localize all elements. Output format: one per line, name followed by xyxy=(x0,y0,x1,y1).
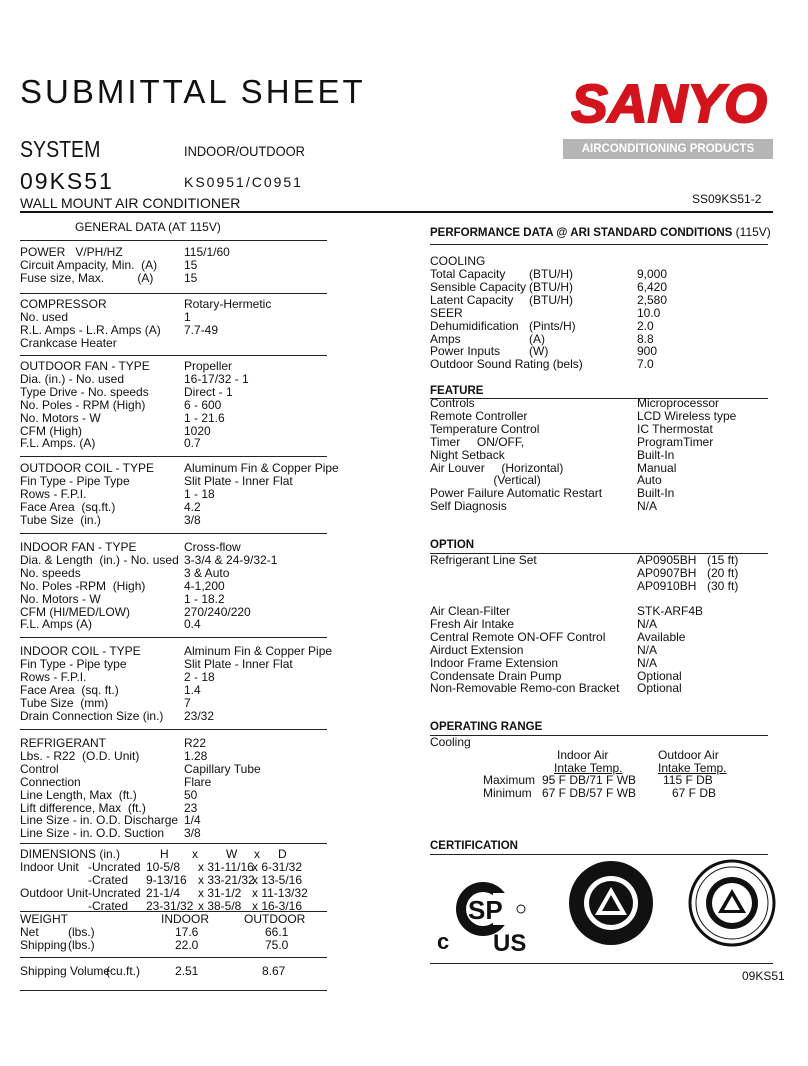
option-row-label: Central Remote ON-OFF Control xyxy=(430,629,606,644)
cooling-unit: (BTU/H) xyxy=(529,267,573,281)
brand-tagline: AIRCONDITIONING PRODUCTS xyxy=(563,139,773,159)
ari-seal-logo xyxy=(567,859,655,947)
indoor-coil-row-label: Tube Size (mm) xyxy=(20,695,109,710)
header-rule xyxy=(20,211,773,213)
weight-header-cell: INDOOR xyxy=(161,912,209,926)
power-row-label: Fuse size, Max. (A) xyxy=(20,270,154,285)
outdoor-fan-row-value: 0.7 xyxy=(184,436,201,451)
compressor-row-label: COMPRESSOR xyxy=(20,297,107,311)
model-units: KS0951/C0951 xyxy=(184,174,303,190)
feature-row-value: Auto xyxy=(637,473,662,488)
outdoor-coil-row-label: Fin Type - Pipe Type xyxy=(20,473,130,488)
line-set-length: (30 ft) xyxy=(707,578,739,593)
indoor-fan-row-value: 3 & Auto xyxy=(184,565,230,580)
outdoor-coil-row-value: Aluminum Fin & Copper Pipe xyxy=(184,461,339,475)
cooling-label: Amps xyxy=(430,331,461,346)
divider xyxy=(20,957,327,958)
refrigerant-row-value: 1/4 xyxy=(184,813,201,828)
indoor-coil-row-value: 1.4 xyxy=(184,682,201,697)
dimensions-cell: x 31-11/16 xyxy=(198,860,254,874)
outdoor-air-header-2: Intake Temp. xyxy=(658,761,727,775)
refrigerant-row-value: 1.28 xyxy=(184,748,208,763)
feature-row-value: Manual xyxy=(637,460,677,475)
divider xyxy=(430,963,773,964)
performance-title-text: PERFORMANCE DATA @ ARI STANDARD CONDITIONS xyxy=(430,227,733,239)
outdoor-fan-row-label: Type Drive - No. speeds xyxy=(20,384,149,399)
indoor-fan-row-value: 4-1,200 xyxy=(184,578,225,593)
dimensions-cell: x 31-1/2 xyxy=(198,885,242,900)
operating-range-title: OPERATING RANGE xyxy=(430,721,543,733)
outdoor-coil-row-value: 3/8 xyxy=(184,512,201,527)
compressor-row-value: Rotary-Hermetic xyxy=(184,297,272,311)
operating-outdoor: 115 F DB xyxy=(663,773,713,787)
outdoor-fan-row-value: Propeller xyxy=(184,359,233,373)
indoor-fan-row-label: No. Motors - W xyxy=(20,591,101,606)
divider xyxy=(430,854,768,855)
dimensions-cell: x 13-5/16 xyxy=(252,872,303,887)
shipping-volume-cell: 2.51 xyxy=(175,964,199,978)
option-row-label: Non-Removable Remo-con Bracket xyxy=(430,681,620,696)
indoor-fan-row-value: 3-3/4 & 24-9/32-1 xyxy=(184,552,278,567)
outdoor-coil-row-value: 4.2 xyxy=(184,499,201,514)
dimensions-cell: -Uncrated xyxy=(88,860,141,874)
cooling-value: 2,580 xyxy=(637,292,668,307)
cooling-label: SEER xyxy=(430,305,463,320)
general-data-title: GENERAL DATA (AT 115V) xyxy=(75,220,221,234)
indoor-fan-row-value: 0.4 xyxy=(184,617,201,632)
weight-cell: Net xyxy=(20,925,39,939)
model-number: 09KS51 xyxy=(20,168,114,194)
outdoor-coil-row-label: Tube Size (in.) xyxy=(20,512,101,527)
dimensions-cell: 21-1/4 xyxy=(146,885,181,900)
cooling-value: 7.0 xyxy=(637,357,654,372)
indoor-fan-row-label: Dia. & Length (in.) - No. used xyxy=(20,552,179,567)
dimensions-header-cell: DIMENSIONS (in.) xyxy=(20,847,121,861)
feature-row-label: Night Setback xyxy=(430,447,505,462)
compressor-row-label: R.L. Amps - L.R. Amps (A) xyxy=(20,322,161,337)
performance-title-suffix: (115V) xyxy=(735,225,771,239)
cooling-label: Power Inputs xyxy=(430,344,501,359)
outdoor-fan-row-value: 6 - 600 xyxy=(184,397,222,412)
feature-row-label: Air Louver (Horizontal) xyxy=(430,460,564,475)
option-row-label: Air Clean-Filter xyxy=(430,604,511,618)
svg-text:SP: SP xyxy=(468,895,503,925)
operating-indoor: 95 F DB/71 F WB xyxy=(542,773,637,787)
system-label: SYSTEM xyxy=(20,136,101,162)
dimensions-header-cell: x xyxy=(192,847,198,861)
weight-cell: (lbs.) xyxy=(68,937,95,952)
power-row-value: 115/1/60 xyxy=(184,245,230,259)
divider xyxy=(20,990,327,991)
outdoor-fan-row-value: 1020 xyxy=(184,423,211,438)
divider xyxy=(20,637,327,638)
performance-title xyxy=(430,226,771,240)
svg-text:SANYO: SANYO xyxy=(571,74,767,130)
feature-row-label: Temperature Control xyxy=(430,421,540,436)
dimensions-cell: -Uncrated xyxy=(88,885,141,900)
indoor-air-header: Indoor Air xyxy=(557,748,609,762)
refrigerant-row-value: Capillary Tube xyxy=(184,761,261,776)
feature-row-value: IC Thermostat xyxy=(637,421,713,436)
line-set-model: AP0907BH xyxy=(637,565,697,580)
line-set-length: (20 ft) xyxy=(707,565,739,580)
power-row-value: 15 xyxy=(184,257,198,272)
weight-cell: 22.0 xyxy=(175,937,199,952)
option-title: OPTION xyxy=(430,539,475,551)
outdoor-coil-row-label: Rows - F.P.I. xyxy=(20,486,87,501)
weight-cell: (lbs.) xyxy=(68,925,95,939)
refrigerant-row-value: 50 xyxy=(184,787,198,802)
indoor-fan-row-label: CFM (HI/MED/LOW) xyxy=(20,604,130,619)
shipping-volume-cell: Shipping Volume xyxy=(20,964,111,978)
option-row-value: N/A xyxy=(637,642,658,657)
page-title: SUBMITTAL SHEET xyxy=(20,73,366,110)
option-row-label: Condensate Drain Pump xyxy=(430,668,562,683)
cooling-label: Dehumidification xyxy=(430,318,519,333)
shipping-volume-cell: 8.67 xyxy=(262,964,286,978)
csa-us-logo xyxy=(437,873,535,953)
outdoor-fan-row-value: 16-17/32 - 1 xyxy=(184,371,249,386)
cooling-label: Latent Capacity xyxy=(430,292,514,307)
option-row-value: STK-ARF4B xyxy=(637,604,704,618)
feature-row-value: ProgramTimer xyxy=(637,434,714,449)
cooling-value: 2.0 xyxy=(637,318,654,333)
feature-row-value: N/A xyxy=(637,499,658,514)
option-row-label: Indoor Frame Extension xyxy=(430,655,559,670)
indoor-fan-row-value: 1 - 18.2 xyxy=(184,591,225,606)
svg-text:c: c xyxy=(437,929,450,953)
divider xyxy=(20,729,327,730)
outdoor-fan-row-label: OUTDOOR FAN - TYPE xyxy=(20,359,150,373)
power-row-label: POWER V/PH/HZ xyxy=(20,245,123,259)
divider xyxy=(20,240,327,241)
operating-row-label: Minimum xyxy=(483,785,532,800)
divider xyxy=(20,293,327,294)
dimensions-header-cell: x xyxy=(254,847,260,861)
outdoor-fan-row-value: Direct - 1 xyxy=(184,384,233,399)
refrigerant-row-label: Line Size - in. O.D. Suction xyxy=(20,826,165,841)
indoor-coil-row-label: Fin Type - Pipe type xyxy=(20,656,127,671)
indoor-coil-row-value: 7 xyxy=(184,695,191,710)
divider xyxy=(20,843,327,844)
refrigerant-row-value: 23 xyxy=(184,800,198,815)
option-row-value: Available xyxy=(637,629,686,644)
weight-cell: 75.0 xyxy=(265,937,289,952)
outdoor-coil-row-label: Face Area (sq.ft.) xyxy=(20,499,116,514)
dimensions-cell: 23-31/32 xyxy=(146,898,194,913)
weight-header-cell: OUTDOOR xyxy=(244,912,306,926)
option-row-value: N/A xyxy=(637,655,658,670)
cooling-value: 10.0 xyxy=(637,305,661,320)
dimensions-cell: x 16-3/16 xyxy=(252,898,303,913)
cooling-value: 9,000 xyxy=(637,267,668,281)
refrigerant-row-value: Flare xyxy=(184,774,212,789)
ari-directory-seal-logo xyxy=(688,859,776,947)
outdoor-coil-row-value: 1 - 18 xyxy=(184,486,215,501)
outdoor-fan-row-label: No. Motors - W xyxy=(20,410,101,425)
weight-cell: 66.1 xyxy=(265,925,289,939)
power-row-value: 15 xyxy=(184,270,198,285)
refrigerant-row-label: Line Size - in. O.D. Discharge xyxy=(20,813,179,828)
dimensions-cell: x 6-31/32 xyxy=(252,860,303,874)
feature-row-label: Timer ON/OFF, xyxy=(430,434,525,449)
dimensions-cell: x 38-5/8 xyxy=(198,898,242,913)
sanyo-logo xyxy=(571,74,769,130)
indoor-coil-row-label: Rows - F.P.I. xyxy=(20,669,87,684)
refrigerant-row-label: Control xyxy=(20,761,59,776)
indoor-coil-row-value: 2 - 18 xyxy=(184,669,215,684)
outdoor-fan-row-value: 1 - 21.6 xyxy=(184,410,225,425)
power-row-label: Circuit Ampacity, Min. (A) xyxy=(20,257,158,272)
feature-row-value: Built-In xyxy=(637,486,675,501)
dimensions-cell: x 33-21/32 xyxy=(198,872,255,887)
shipping-volume-cell: (cu.ft.) xyxy=(106,964,141,978)
cooling-unit: (Pints/H) xyxy=(529,318,576,333)
cooling-label: Total Capacity xyxy=(430,267,506,281)
compressor-row-value: 1 xyxy=(184,309,191,324)
indoor-outdoor-label: INDOOR/OUTDOOR xyxy=(184,143,305,159)
dimensions-cell: 9-13/16 xyxy=(146,872,187,887)
cooling-unit: (W) xyxy=(529,344,549,359)
operating-indoor: 67 F DB/57 F WB xyxy=(542,785,637,800)
line-set-label: Refrigerant Line Set xyxy=(430,553,537,567)
indoor-coil-row-value: Alminum Fin & Copper Pipe xyxy=(184,644,333,658)
certification-title: CERTIFICATION xyxy=(430,840,518,852)
indoor-fan-row-value: 270/240/220 xyxy=(184,604,251,619)
weight-cell: Shipping xyxy=(20,937,67,952)
dimensions-cell: Outdoor Unit xyxy=(20,885,89,900)
cooling-value: 6,420 xyxy=(637,279,668,294)
refrigerant-row-label: Lift difference, Max (ft.) xyxy=(20,800,146,815)
dimensions-cell: -Crated xyxy=(88,872,129,887)
option-row-value: Optional xyxy=(637,668,682,683)
cooling-value: 900 xyxy=(637,344,658,359)
cooling-unit: (BTU/H) xyxy=(529,292,573,307)
compressor-row-value: 7.7-49 xyxy=(184,322,219,337)
refrigerant-row-label: Connection xyxy=(20,774,81,789)
cooling-label: Sensible Capacity xyxy=(430,279,527,294)
operating-row-label: Maximum xyxy=(483,773,536,787)
product-type: WALL MOUNT AIR CONDITIONER xyxy=(20,195,241,211)
indoor-fan-row-label: No. speeds xyxy=(20,565,81,580)
outdoor-air-header: Outdoor Air xyxy=(658,748,719,762)
feature-row-label: Controls xyxy=(430,396,475,410)
feature-row-value: Microprocessor xyxy=(637,396,720,410)
outdoor-fan-row-label: F.L. Amps. (A) xyxy=(20,436,96,451)
outdoor-fan-row-label: No. Poles - RPM (High) xyxy=(20,397,146,412)
refrigerant-row-label: REFRIGERANT xyxy=(20,736,107,750)
divider xyxy=(430,244,768,245)
outdoor-fan-row-label: Dia. (in.) - No. used xyxy=(20,371,125,386)
weight-cell: 17.6 xyxy=(175,925,199,939)
svg-text:US: US xyxy=(493,930,527,953)
operating-outdoor: 67 F DB xyxy=(672,785,717,800)
indoor-coil-row-label: Face Area (sq. ft.) xyxy=(20,682,119,697)
feature-title: FEATURE xyxy=(430,385,484,397)
indoor-fan-row-value: Cross-flow xyxy=(184,540,241,554)
refrigerant-row-value: R22 xyxy=(184,736,207,750)
feature-row-label: Power Failure Automatic Restart xyxy=(430,486,603,501)
feature-row-label: Remote Controller xyxy=(430,408,528,423)
option-row-label: Fresh Air Intake xyxy=(430,616,515,631)
outdoor-coil-row-label: OUTDOOR COIL - TYPE xyxy=(20,461,155,475)
divider xyxy=(20,456,327,457)
indoor-fan-row-label: No. Poles -RPM (High) xyxy=(20,578,146,593)
cooling-unit: (BTU/H) xyxy=(529,279,573,294)
indoor-coil-row-label: INDOOR COIL - TYPE xyxy=(20,644,141,658)
dimensions-header-cell: W xyxy=(226,847,238,861)
divider xyxy=(20,533,327,534)
divider xyxy=(20,355,327,356)
dimensions-header-cell: H xyxy=(160,847,169,861)
indoor-coil-row-value: 23/32 xyxy=(184,708,215,723)
indoor-coil-row-value: Slit Plate - Inner Flat xyxy=(184,656,293,671)
dimensions-header-cell: D xyxy=(278,847,287,861)
indoor-fan-row-label: F.L. Amps (A) xyxy=(20,617,93,632)
feature-row-label: Self Diagnosis xyxy=(430,499,507,514)
refrigerant-row-label: Line Length, Max (ft.) xyxy=(20,787,137,802)
compressor-row-label: No. used xyxy=(20,309,69,324)
dimensions-cell: x 11-13/32 xyxy=(252,885,308,900)
indoor-air-header-2: Intake Temp. xyxy=(554,761,623,775)
compressor-row-label: Crankcase Heater xyxy=(20,335,117,350)
option-row-label: Airduct Extension xyxy=(430,642,524,657)
sheet-code: SS09KS51-2 xyxy=(692,192,762,206)
dimensions-cell: 10-5/8 xyxy=(146,860,181,874)
feature-row-value: Built-In xyxy=(637,447,675,462)
dimensions-cell: -Crated xyxy=(88,898,129,913)
cooling-unit: (A) xyxy=(529,331,545,346)
outdoor-fan-row-label: CFM (High) xyxy=(20,423,82,438)
line-set-length: (15 ft) xyxy=(707,553,739,567)
weight-header-cell: WEIGHT xyxy=(20,912,68,926)
feature-row-label: (Vertical) xyxy=(430,473,541,488)
feature-row-value: LCD Wireless type xyxy=(637,408,737,423)
option-row-value: N/A xyxy=(637,616,658,631)
indoor-coil-row-label: Drain Connection Size (in.) xyxy=(20,708,164,723)
operating-mode: Cooling xyxy=(430,735,471,749)
refrigerant-row-value: 3/8 xyxy=(184,826,201,841)
dimensions-cell: Indoor Unit xyxy=(20,860,79,874)
outdoor-coil-row-value: Slit Plate - Inner Flat xyxy=(184,473,293,488)
cooling-label: Outdoor Sound Rating (bels) xyxy=(430,357,583,372)
line-set-model: AP0910BH xyxy=(637,578,697,593)
indoor-fan-row-label: INDOOR FAN - TYPE xyxy=(20,540,137,554)
cooling-value: 8.8 xyxy=(637,331,654,346)
footer-code: 09KS51 xyxy=(742,969,785,983)
option-row-value: Optional xyxy=(637,681,682,696)
line-set-model: AP0905BH xyxy=(637,553,697,567)
cooling-label: COOLING xyxy=(430,254,486,268)
refrigerant-row-label: Lbs. - R22 (O.D. Unit) xyxy=(20,748,140,763)
divider xyxy=(430,735,768,736)
